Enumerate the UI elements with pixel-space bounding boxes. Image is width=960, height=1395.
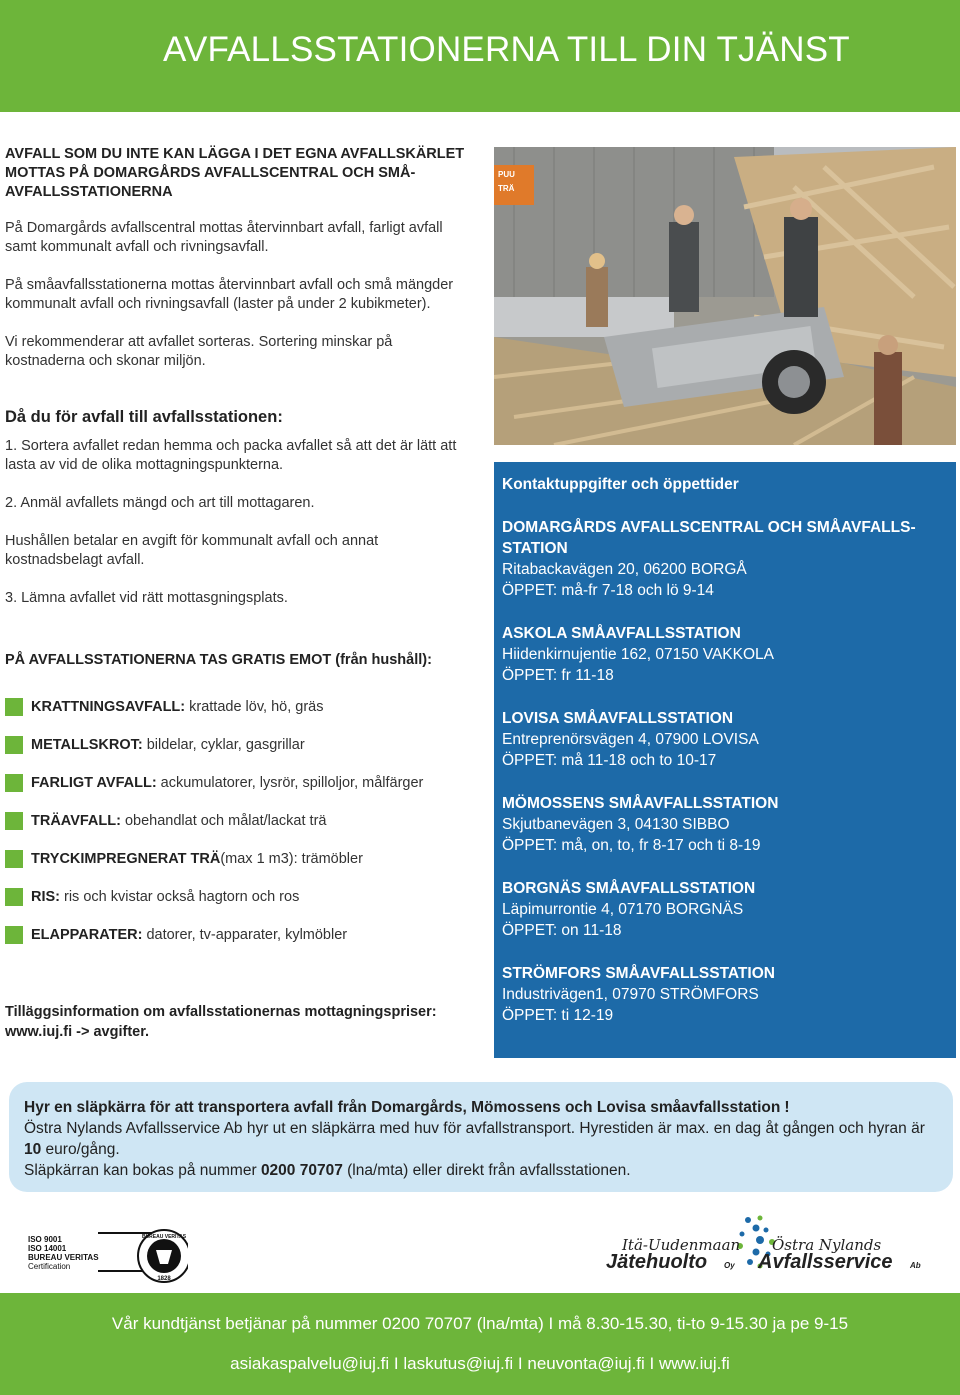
intro-paragraph-3: Vi rekommenderar att avfallet sorteras. Sortering minskar på kostnaderna och skonar miljön.	[5, 334, 393, 369]
steps-section	[5, 437, 475, 627]
cert-iso14001: ISO 14001	[28, 1244, 67, 1253]
station-hours: ÖPPET: må-fr 7-18 och lö 9-14	[502, 582, 714, 599]
cert-certification: Certification	[28, 1262, 71, 1271]
trailer-rental-text	[24, 1097, 934, 1181]
rental-description	[24, 1118, 934, 1160]
extra-info	[5, 1002, 475, 1042]
station-momossen	[502, 793, 942, 856]
item-label: KRATTNINGSAVFALL:	[31, 699, 186, 715]
company-logo-graphic	[600, 1210, 928, 1292]
station-domargard	[502, 517, 942, 601]
intro-section	[5, 145, 475, 390]
station-hours: ÖPPET: fr 11-18	[502, 667, 614, 684]
rental-booking-a: Släpkärran kan bokas på nummer	[24, 1162, 261, 1179]
station-name: ASKOLA SMÅAVFALLSSTATION	[502, 625, 741, 642]
list-item	[5, 916, 423, 954]
list-item	[5, 688, 423, 726]
rental-title-text: Hyr en släpkärra för att transportera avfall från Domargårds, Mömossens och Lovisa småavfallsstation	[24, 1099, 781, 1116]
item-text: ackumulatorer, lysrör, spilloljor, målfärger	[160, 775, 424, 791]
logo-fi-main: Jätehuolto	[606, 1251, 708, 1273]
station-askola	[502, 623, 942, 686]
intro-paragraph-2: På småavfallsstationerna mottas återvinnbart avfall och små mängder kommunalt avfall och rivningsavfall (laster på under 2 kubikmeter).	[5, 277, 454, 312]
station-name: BORGNÄS SMÅAVFALLSSTATION	[502, 880, 756, 897]
station-hours: ÖPPET: må 11-18 och to 10-17	[502, 752, 717, 769]
seal-top-text: BUREAU VERITAS	[141, 1234, 187, 1240]
rental-booking	[24, 1160, 934, 1181]
station-hours: ÖPPET: on 11-18	[502, 922, 622, 939]
photo-illustration	[494, 147, 956, 445]
green-square-icon	[5, 926, 23, 944]
company-logo	[600, 1210, 928, 1292]
item-text: bildelar, cyklar, gasgrillar	[146, 737, 305, 753]
station-hours: ÖPPET: må, on, to, fr 8-17 och ti 8-19	[502, 837, 761, 854]
logo-fi-suffix: Oy	[724, 1261, 735, 1270]
extra-info-line: Tilläggsinformation om avfallsstationernas mottagningspriser:	[5, 1004, 437, 1020]
station-address: Ritabackavägen 20, 06200 BORGÅ	[502, 561, 747, 578]
rental-booking-b: (lna/mta) eller direkt från avfallsstationen.	[342, 1162, 631, 1179]
station-name: STRÖMFORS SMÅAVFALLSSTATION	[502, 965, 775, 982]
item-text: krattade löv, hö, gräs	[189, 699, 324, 715]
station-borgnas	[502, 878, 942, 941]
logo-sv-top: Östra Nylands	[772, 1236, 882, 1254]
logo-sv-suffix: Ab	[910, 1261, 921, 1270]
intro-paragraph-1: På Domargårds avfallscentral mottas återvinnbart avfall, farligt avfall samt kommunalt avfall och rivningsavfall.	[5, 220, 443, 255]
cert-iso9001: ISO 9001	[28, 1235, 62, 1244]
green-square-icon	[5, 850, 23, 868]
page-title: AVFALLSSTATIONERNA TILL DIN TJÄNST	[163, 30, 850, 69]
list-item	[5, 840, 423, 878]
station-address: Entreprenörsvägen 4, 07900 LOVISA	[502, 731, 759, 748]
cert-bv: BUREAU VERITAS	[28, 1253, 99, 1262]
steps-heading: Då du för avfall till avfallsstationen:	[5, 408, 283, 426]
contact-title: Kontaktuppgifter och öppettider	[502, 476, 739, 493]
intro-heading: AVFALL SOM DU INTE KAN LÄGGA I DET EGNA AVFALLSKÄRLET MOTTAS PÅ DOMARGÅRDS AVFALLSCENTRAL OCH SMÅ-AVFALLSSTATIONERNA	[5, 146, 465, 200]
free-items-list	[5, 688, 423, 954]
trailer-rental-box	[9, 1082, 953, 1192]
cert-text	[28, 1235, 108, 1271]
list-item	[5, 726, 423, 764]
item-label: ELAPPARATER:	[31, 927, 143, 943]
list-item	[5, 802, 423, 840]
step-1: 1. Sortera avfallet redan hemma och packa avfallet så att det är lätt att lasta av vid de olika mottagningspunkterna.	[5, 438, 457, 473]
rental-desc-a: Östra Nylands Avfallsservice Ab hyr ut en släpkärra med huv för avfallstransport. Hyrestiden är max. en dag åt gången och hyran är	[24, 1120, 925, 1137]
photo-sign-tra: TRÄ	[498, 184, 515, 193]
rental-desc-b: euro/gång.	[41, 1141, 120, 1158]
station-stromfors	[502, 963, 942, 1026]
header-banner	[0, 0, 960, 112]
item-text: (max 1 m3): trämöbler	[220, 851, 363, 867]
station-hours: ÖPPET: ti 12-19	[502, 1007, 614, 1024]
rental-phone: 0200 70707	[260, 1162, 343, 1179]
footer-contact-links[interactable]: asiakaspalvelu@iuj.fi I laskutus@iuj.fi I neuvonta@iuj.fi I www.iuj.fi	[230, 1354, 730, 1373]
recycling-photo	[494, 147, 956, 445]
free-items-heading: PÅ AVFALLSSTATIONERNA TAS GRATIS EMOT (från hushåll):	[5, 652, 432, 668]
bureau-veritas-seal-icon	[98, 1228, 188, 1288]
station-lovisa	[502, 708, 942, 771]
green-square-icon	[5, 736, 23, 754]
step-2-note: Hushållen betalar en avgift för kommunalt avfall och annat kostnadsbelagt avfall.	[5, 533, 379, 568]
step-3: 3. Lämna avfallet vid rätt mottasgningsplats.	[5, 590, 288, 606]
logo-sv-main: Avfallsservice	[758, 1251, 893, 1273]
rental-price: 10	[24, 1141, 42, 1158]
station-name: MÖMOSSENS SMÅAVFALLSSTATION	[502, 795, 779, 812]
step-2: 2. Anmäl avfallets mängd och art till mottagaren.	[5, 495, 315, 511]
item-label: TRÄAVFALL:	[31, 813, 121, 829]
logo-fi-top: Itä-Uudenmaan	[622, 1236, 741, 1254]
item-text: ris och kvistar också hagtorn och ros	[64, 889, 300, 905]
seal-year: 1828	[157, 1276, 171, 1282]
item-text: obehandlat och målat/lackat trä	[124, 813, 327, 829]
green-square-icon	[5, 698, 23, 716]
item-label: METALLSKROT:	[31, 737, 143, 753]
green-square-icon	[5, 812, 23, 830]
station-address: Skjutbanevägen 3, 04130 SIBBO	[502, 816, 730, 833]
contact-box	[494, 462, 956, 1058]
green-square-icon	[5, 888, 23, 906]
item-label: FARLIGT AVFALL:	[31, 775, 157, 791]
rental-title	[24, 1097, 934, 1118]
station-name: DOMARGÅRDS AVFALLSCENTRAL OCH SMÅAVFALLS-STATION	[502, 519, 916, 557]
prices-link[interactable]: www.iuj.fi -> avgifter.	[5, 1024, 150, 1040]
station-address: Hiidenkirnujentie 162, 07150 VAKKOLA	[502, 646, 774, 663]
item-label: TRYCKIMPREGNERAT TRÄ	[31, 851, 221, 867]
photo-sign-puu: PUU	[498, 170, 515, 179]
station-name: LOVISA SMÅAVFALLSSTATION	[502, 710, 734, 727]
item-text: datorer, tv-apparater, kylmöbler	[146, 927, 348, 943]
station-address: Industrivägen1, 07970 STRÖMFORS	[502, 986, 759, 1003]
list-item	[5, 878, 423, 916]
footer	[0, 1293, 960, 1395]
footer-service-hours: Vår kundtjänst betjänar på nummer 0200 70707 (lna/mta) I må 8.30-15.30, ti-to 9-15.30 ja pe 9-15	[111, 1314, 849, 1333]
rental-title-exclaim: !	[784, 1099, 790, 1116]
station-address: Läpimurrontie 4, 07170 BORGNÄS	[502, 901, 744, 918]
list-item	[5, 764, 423, 802]
green-square-icon	[5, 774, 23, 792]
item-label: RIS:	[31, 889, 60, 905]
